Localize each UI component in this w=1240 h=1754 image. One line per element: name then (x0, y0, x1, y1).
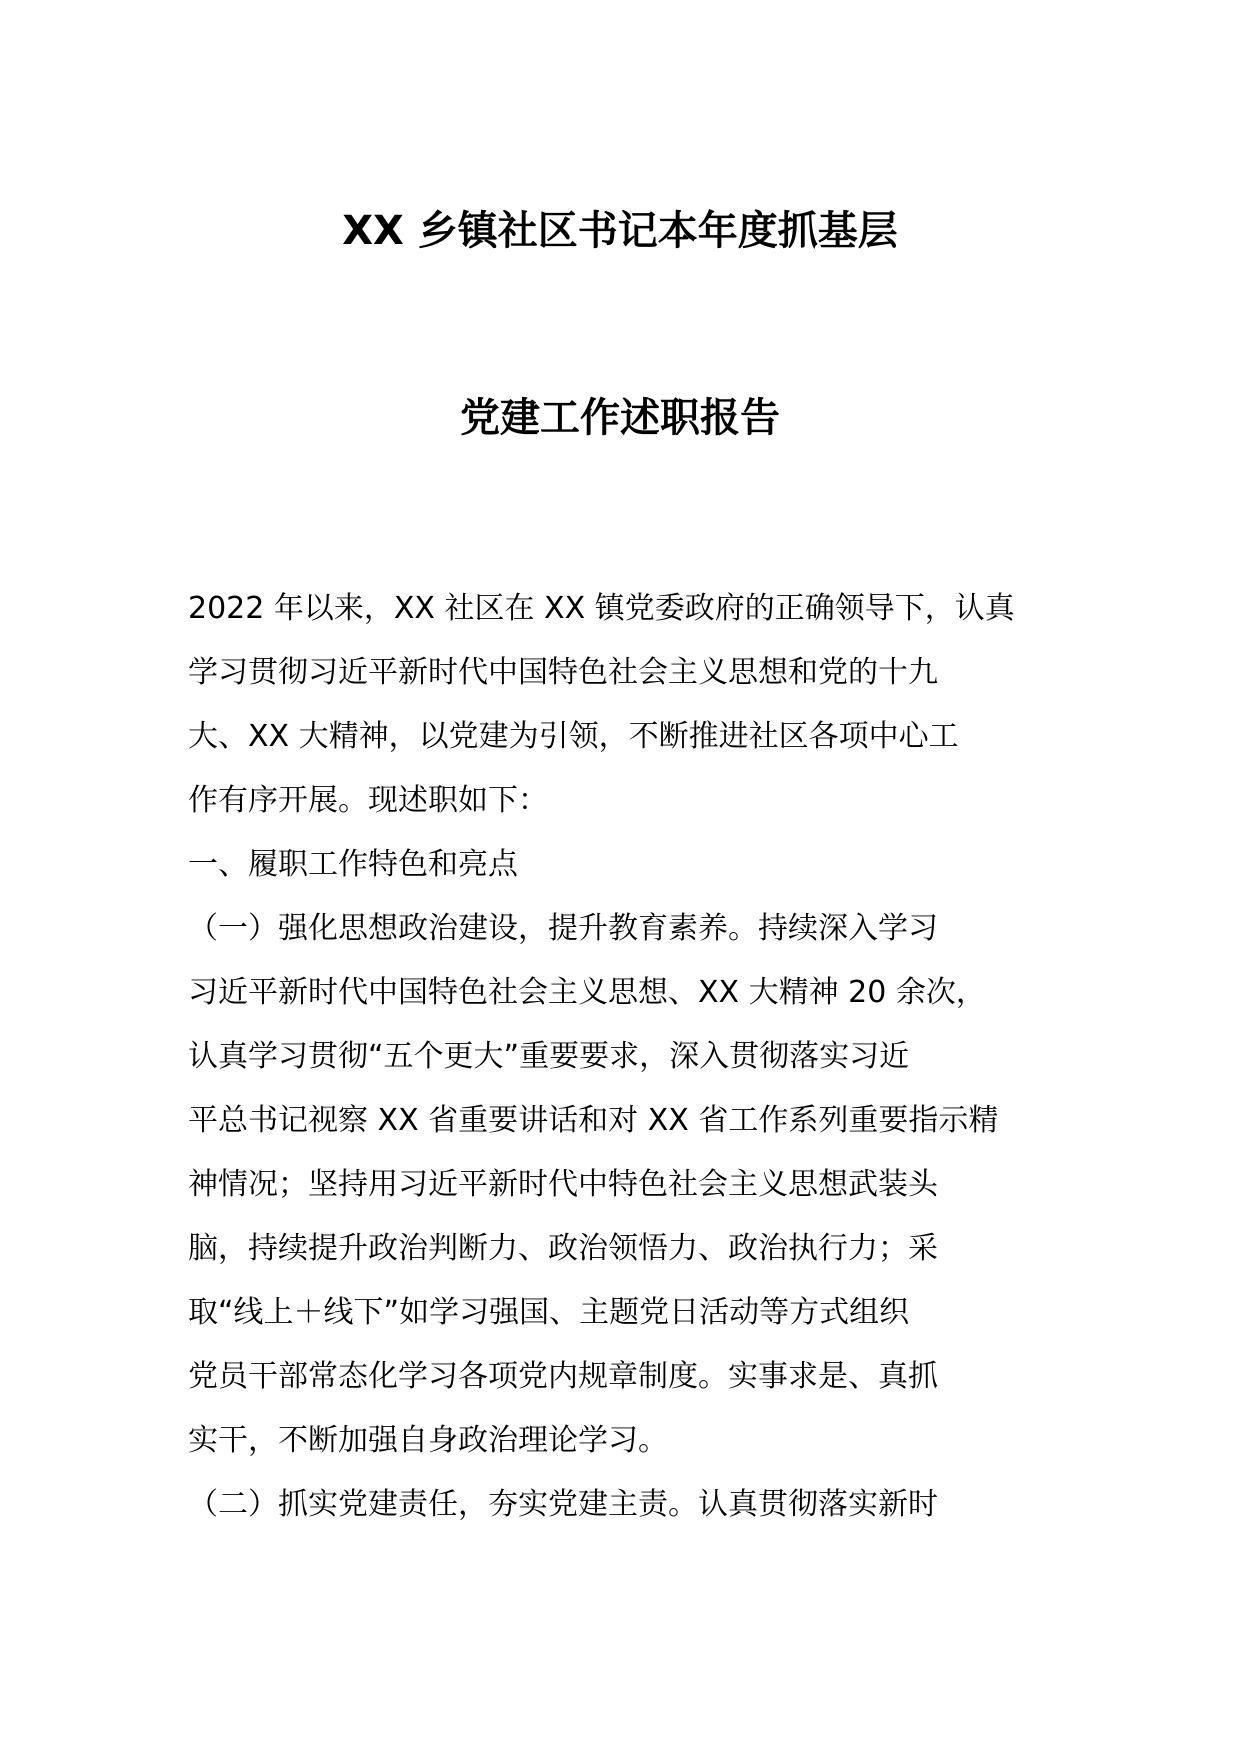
document-title-line-2: 党建工作述职报告 (460, 395, 780, 441)
body-line: 取“线上＋线下”如学习强国、主题党日活动等方式组织 (188, 1295, 910, 1330)
body-line: 习近平新时代中国特色社会主义思想、XX 大精神 20 余次， (188, 975, 986, 1010)
body-line: 神情况；坚持用习近平新时代中特色社会主义思想武装头 (188, 1167, 938, 1202)
body-line: 脑，持续提升政治判断力、政治领悟力、政治执行力；采 (188, 1231, 938, 1266)
body-line: 大、XX 大精神，以党建为引领，不断推进社区各项中心工 (188, 719, 959, 754)
document-title-line-1: XX 乡镇社区书记本年度抓基层 (342, 208, 898, 254)
section-heading: 一、履职工作特色和亮点 (188, 847, 518, 882)
body-line: 认真学习贯彻“五个更大”重要要求，深入贯彻落实习近 (188, 1039, 910, 1074)
body-line: 作有序开展。现述职如下： (188, 783, 548, 818)
body-line: 党员干部常态化学习各项党内规章制度。实事求是、真抓 (188, 1359, 938, 1394)
body-line: 学习贯彻习近平新时代中国特色社会主义思想和党的十九 (188, 655, 938, 690)
document-body (188, 577, 1052, 1537)
body-line: 2022 年以来，XX 社区在 XX 镇党委政府的正确领导下，认真 (188, 591, 1015, 626)
body-line: （一）强化思想政治建设，提升教育素养。持续深入学习 (188, 911, 938, 946)
body-line: 实干，不断加强自身政治理论学习。 (188, 1423, 668, 1458)
body-line: （二）抓实党建责任，夯实党建主责。认真贯彻落实新时 (188, 1487, 938, 1522)
body-line: 平总书记视察 XX 省重要讲话和对 XX 省工作系列重要指示精 (188, 1103, 999, 1138)
